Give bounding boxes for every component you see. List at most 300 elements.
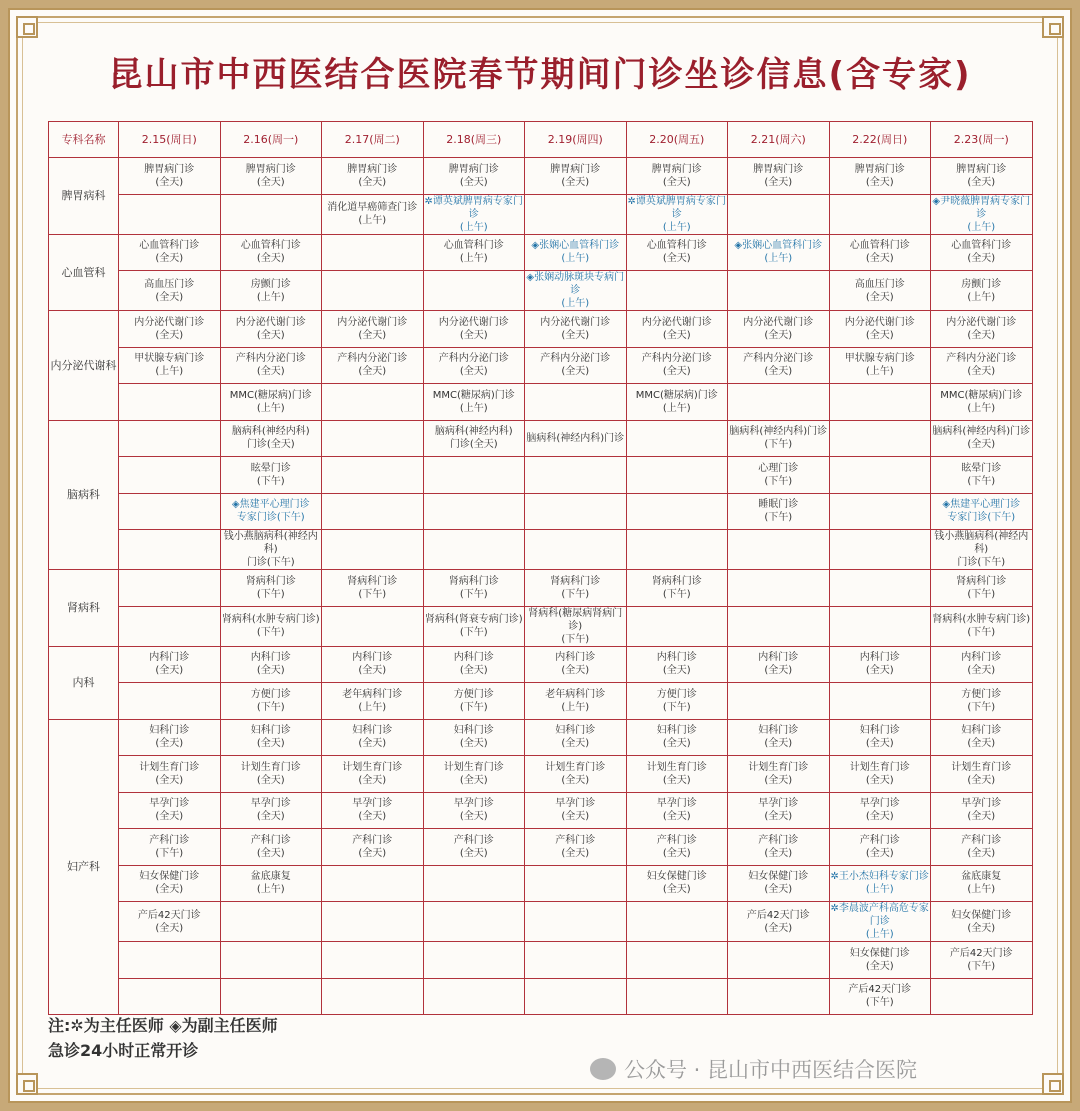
clinic-time: (下午) [256,627,285,638]
schedule-cell [322,311,424,348]
clinic-time: (下午) [764,439,793,451]
schedule-cell [829,311,931,348]
schedule-cell [119,420,221,457]
schedule-cell [220,646,322,683]
schedule-cell [220,942,322,979]
clinic-name: 方便门诊 [453,688,494,700]
schedule-cell [829,530,931,570]
schedule-cell [626,311,728,348]
schedule-cell [829,158,931,195]
schedule-cell [728,683,830,720]
schedule-cell [931,311,1033,348]
clinic-name: ◈张娴心血管科门诊 [734,240,823,252]
clinic-time: (上午) [865,884,894,896]
clinic-time: (下午) [967,960,996,972]
header-date: 2.18(周三) [423,122,525,158]
schedule-cell [119,530,221,570]
clinic-time: (上午) [358,215,387,226]
clinic-time: 专家门诊(下午) [947,512,1016,524]
clinic-name: 脾胃病门诊 [245,163,296,175]
schedule-cell [525,942,627,979]
schedule-table [48,121,1033,1015]
schedule-cell [423,570,525,607]
schedule-cell [728,347,830,384]
clinic-time: (全天) [459,811,488,823]
clinic-time: (下午) [256,588,285,600]
table-row [49,829,1033,866]
clinic-time: (全天) [256,738,285,750]
clinic-time: (下午) [865,997,894,1009]
schedule-cell [119,683,221,720]
schedule-cell [423,311,525,348]
schedule-cell [220,683,322,720]
schedule-cell [728,829,830,866]
schedule-cell [931,865,1033,902]
clinic-time: (全天) [865,329,894,341]
clinic-name: 脾胃病门诊 [144,163,195,175]
schedule-cell [626,271,728,311]
schedule-cell [220,756,322,793]
schedule-cell [119,457,221,494]
schedule-cell [931,530,1033,570]
schedule-cell [626,902,728,942]
clinic-time: (全天) [358,329,387,341]
clinic-name: 心血管科门诊 [951,240,1012,252]
clinic-name: 肾病科门诊 [347,575,398,587]
schedule-cell [220,194,322,234]
clinic-time: (全天) [764,774,793,786]
clinic-time: (下午) [155,847,184,859]
clinic-time: (全天) [967,922,996,934]
schedule-cell [931,942,1033,979]
clinic-time: (上午) [459,402,488,414]
clinic-name: 妇女保健门诊 [849,947,910,959]
clinic-name: 盆底康复 [961,871,1002,883]
clinic-time: (全天) [865,176,894,188]
clinic-time: (上午) [662,402,691,414]
schedule-cell [423,942,525,979]
schedule-cell [626,719,728,756]
clinic-time: (全天) [155,738,184,750]
schedule-cell [423,829,525,866]
clinic-name: 产科内分泌门诊 [235,353,306,365]
clinic-time: (上午) [459,221,488,233]
clinic-time: (上午) [865,929,894,940]
table-row [49,570,1033,607]
clinic-name: 妇科门诊 [149,725,190,737]
schedule-cell [626,194,728,234]
schedule-cell [525,646,627,683]
clinic-name: 妇女保健门诊 [951,909,1012,921]
schedule-cell [220,493,322,530]
schedule-cell [423,865,525,902]
schedule-cell [322,756,424,793]
schedule-cell [525,606,627,646]
clinic-name: 计划生育门诊 [849,761,910,773]
clinic-name: ◈焦建平心理门诊 [231,499,310,511]
clinic-name: 计划生育门诊 [139,761,200,773]
clinic-time: (下午) [967,701,996,713]
schedule-cell [322,865,424,902]
schedule-cell [728,570,830,607]
clinic-time: (上午) [764,253,793,265]
clinic-time: (全天) [256,774,285,786]
schedule-cell [423,606,525,646]
schedule-cell [220,902,322,942]
clinic-time: (全天) [256,176,285,188]
clinic-time: (上午) [967,291,996,303]
clinic-time: (全天) [561,774,590,786]
clinic-time: 专家门诊(下午) [236,512,305,524]
clinic-name: 产科内分泌门诊 [337,353,408,365]
clinic-time: (下午) [967,588,996,600]
clinic-name: 内科门诊 [656,652,697,664]
schedule-cell [931,570,1033,607]
clinic-time: (全天) [662,253,691,265]
clinic-name: 脑病科(神经内科)门诊 [729,426,828,438]
schedule-cell [525,756,627,793]
schedule-cell [525,457,627,494]
schedule-cell [829,570,931,607]
clinic-time: (上午) [256,884,285,896]
clinic-name: ◈张娴动脉斑块专病门诊 [526,272,625,296]
schedule-cell [220,719,322,756]
clinic-name: 产科门诊 [555,834,596,846]
schedule-cell [525,271,627,311]
schedule-cell [220,978,322,1015]
department-name: 心血管科 [49,234,119,311]
schedule-cell [525,194,627,234]
schedule-cell [728,457,830,494]
clinic-name: 产科门诊 [859,834,900,846]
table-row [49,606,1033,646]
clinic-name: 盆底康复 [250,871,291,883]
corner-ornament [16,1073,38,1095]
clinic-name: 计划生育门诊 [748,761,809,773]
clinic-time: 门诊(全天) [246,439,295,451]
clinic-name: 肾病科门诊 [651,575,702,587]
clinic-name: 脾胃病门诊 [651,163,702,175]
clinic-time: (全天) [256,847,285,859]
schedule-cell [322,457,424,494]
clinic-name: 钱小燕脑病科(神经内科) [934,531,1029,555]
clinic-name: 房颤门诊 [961,278,1002,290]
clinic-name: 内分泌代谢门诊 [134,316,205,328]
clinic-name: 计划生育门诊 [646,761,707,773]
schedule-cell [322,792,424,829]
schedule-cell [931,420,1033,457]
clinic-name: 妇女保健门诊 [646,871,707,883]
schedule-cell [626,606,728,646]
clinic-time: (上午) [256,402,285,414]
schedule-cell [119,942,221,979]
schedule-cell [119,271,221,311]
clinic-name: 妇科门诊 [656,725,697,737]
clinic-time: (全天) [967,329,996,341]
schedule-cell [525,234,627,271]
schedule-cell [931,646,1033,683]
schedule-cell [525,683,627,720]
header-date: 2.15(周日) [119,122,221,158]
schedule-cell [829,719,931,756]
schedule-cell [525,902,627,942]
clinic-time: (全天) [256,811,285,823]
schedule-cell [829,493,931,530]
schedule-cell [931,756,1033,793]
table-row [49,194,1033,234]
clinic-name: 肾病科门诊 [448,575,499,587]
schedule-cell [220,457,322,494]
schedule-cell [525,158,627,195]
clinic-time: (下午) [459,588,488,600]
clinic-name: MMC(糖尿病)门诊 [229,389,312,401]
clinic-name: 肾病科(肾衰专病门诊) [424,614,523,625]
schedule-cell [931,606,1033,646]
clinic-time: (全天) [865,291,894,303]
clinic-name: 早孕门诊 [961,798,1002,810]
schedule-cell [626,942,728,979]
schedule-cell [626,420,728,457]
clinic-name: 早孕门诊 [250,798,291,810]
schedule-cell [423,719,525,756]
corner-ornament [1042,16,1064,38]
department-name: 脾胃病科 [49,158,119,235]
schedule-cell [220,865,322,902]
schedule-cell [525,792,627,829]
clinic-name: 肾病科门诊 [550,575,601,587]
schedule-cell [829,865,931,902]
clinic-name: 心血管科门诊 [443,240,504,252]
corner-ornament [1042,1073,1064,1095]
schedule-cell [728,311,830,348]
clinic-name: ◈焦建平心理门诊 [942,499,1021,511]
clinic-name: 妇女保健门诊 [748,871,809,883]
table-row [49,158,1033,195]
clinic-time: (下午) [561,633,590,645]
schedule-cell [626,792,728,829]
clinic-name: 脑病科(神经内科)门诊 [526,432,625,444]
clinic-time: (全天) [155,253,184,265]
clinic-name: 产科门诊 [250,834,291,846]
schedule-cell [525,570,627,607]
schedule-cell [322,719,424,756]
clinic-time: (全天) [662,665,691,677]
clinic-time: (全天) [662,774,691,786]
clinic-time: (全天) [358,176,387,188]
clinic-name: 消化道早癌筛查门诊 [327,202,418,213]
clinic-name: 甲状腺专病门诊 [134,353,205,365]
clinic-time: (下午) [256,701,285,713]
schedule-cell [423,384,525,421]
clinic-time: (全天) [865,738,894,750]
schedule-cell [626,646,728,683]
clinic-name: 产科门诊 [758,834,799,846]
clinic-name: 内分泌代谢门诊 [540,316,611,328]
table-row [49,420,1033,457]
schedule-cell [626,384,728,421]
clinic-time: (全天) [764,738,793,750]
clinic-name: MMC(糖尿病)门诊 [635,389,718,401]
clinic-time: (全天) [459,366,488,378]
clinic-time: (上午) [561,298,590,309]
schedule-cell [119,570,221,607]
schedule-cell [829,271,931,311]
schedule-cell [220,347,322,384]
clinic-time: (全天) [256,329,285,341]
clinic-time: (下午) [967,475,996,487]
schedule-cell [931,158,1033,195]
clinic-time: (全天) [865,253,894,265]
schedule-cell [931,271,1033,311]
clinic-name: 妇科门诊 [453,725,494,737]
clinic-time: (全天) [459,176,488,188]
clinic-time: (全天) [358,847,387,859]
table-row [49,792,1033,829]
clinic-name: 眩晕门诊 [250,462,291,474]
clinic-time: (全天) [662,847,691,859]
table-row [49,311,1033,348]
schedule-cell [322,347,424,384]
clinic-time: (全天) [561,366,590,378]
clinic-name: 内科门诊 [758,652,799,664]
clinic-name: 甲状腺专病门诊 [844,353,915,365]
clinic-time: 门诊(全天) [449,439,498,451]
schedule-cell [220,530,322,570]
clinic-name: 老年病科门诊 [342,688,403,700]
schedule-cell [525,347,627,384]
schedule-cell [829,792,931,829]
schedule-cell [728,646,830,683]
schedule-cell [423,493,525,530]
clinic-name: 妇科门诊 [250,725,291,737]
clinic-time: (全天) [764,176,793,188]
clinic-name: 产科门诊 [961,834,1002,846]
schedule-cell [525,978,627,1015]
clinic-name: 方便门诊 [656,688,697,700]
schedule-cell [525,384,627,421]
schedule-cell [626,683,728,720]
header-row [49,122,1033,158]
schedule-cell [829,606,931,646]
schedule-cell [728,420,830,457]
clinic-time: (全天) [967,774,996,786]
clinic-name: 脾胃病门诊 [956,163,1007,175]
clinic-time: (上午) [358,701,387,713]
table-row [49,493,1033,530]
schedule-cell [931,234,1033,271]
clinic-name: 早孕门诊 [453,798,494,810]
clinic-name: 钱小燕脑病科(神经内科) [223,531,318,555]
schedule-cell [728,606,830,646]
clinic-time: (全天) [865,960,894,972]
clinic-name: 早孕门诊 [656,798,697,810]
clinic-time: (全天) [967,811,996,823]
table-row [49,683,1033,720]
department-name: 内科 [49,646,119,719]
clinic-time: (全天) [662,329,691,341]
clinic-time: (上午) [561,253,590,265]
header-date: 2.19(周四) [525,122,627,158]
schedule-cell [829,829,931,866]
schedule-cell [423,158,525,195]
clinic-name: 内分泌代谢门诊 [743,316,814,328]
clinic-time: (全天) [764,329,793,341]
schedule-cell [626,457,728,494]
schedule-cell [931,683,1033,720]
clinic-time: (全天) [967,253,996,265]
schedule-cell [626,865,728,902]
header-date: 2.17(周二) [322,122,424,158]
clinic-time: (全天) [865,811,894,823]
table-row [49,902,1033,942]
clinic-time: (全天) [256,665,285,677]
clinic-time: (全天) [764,811,793,823]
schedule-cell [525,865,627,902]
clinic-name: 肾病科(糖尿病肾病门诊) [528,607,623,632]
clinic-name: 肾病科门诊 [245,575,296,587]
schedule-cell [119,756,221,793]
clinic-name: 产后42天门诊 [949,947,1013,959]
schedule-cell [220,271,322,311]
schedule-cell [220,384,322,421]
schedule-cell [423,646,525,683]
schedule-cell [931,493,1033,530]
clinic-name: 妇科门诊 [859,725,900,737]
clinic-name: 脑病科(神经内科) [231,426,310,438]
clinic-name: 产科内分泌门诊 [438,353,509,365]
clinic-time: (全天) [459,665,488,677]
schedule-cell [931,978,1033,1015]
clinic-name: 内科门诊 [859,652,900,664]
schedule-cell [119,646,221,683]
clinic-name: 产后42天门诊 [137,909,201,921]
clinic-name: 计划生育门诊 [342,761,403,773]
schedule-cell [829,384,931,421]
clinic-name: 计划生育门诊 [443,761,504,773]
clinic-name: 老年病科门诊 [545,688,606,700]
schedule-cell [322,606,424,646]
clinic-time: (下午) [459,627,488,638]
schedule-cell [829,756,931,793]
clinic-name: 脾胃病门诊 [448,163,499,175]
clinic-time: (全天) [967,738,996,750]
schedule-cell [423,347,525,384]
schedule-cell [423,420,525,457]
clinic-name: 妇科门诊 [758,725,799,737]
clinic-time: (全天) [865,665,894,677]
clinic-name: 内科门诊 [149,652,190,664]
wechat-icon [590,1058,616,1080]
schedule-cell [322,493,424,530]
schedule-cell [626,570,728,607]
clinic-time: (全天) [155,291,184,303]
clinic-name: 产科内分泌门诊 [946,353,1017,365]
schedule-cell [829,457,931,494]
clinic-name: 内科门诊 [352,652,393,664]
clinic-name: 内分泌代谢门诊 [235,316,306,328]
schedule-cell [423,683,525,720]
clinic-time: (下午) [256,475,285,487]
schedule-cell [829,194,931,234]
clinic-name: ✲谭英斌脾胃病专家门诊 [424,195,523,220]
clinic-time: (全天) [358,811,387,823]
schedule-cell [119,194,221,234]
clinic-time: (全天) [764,847,793,859]
clinic-name: 妇女保健门诊 [139,871,200,883]
schedule-cell [322,194,424,234]
schedule-cell [829,942,931,979]
clinic-name: 内科门诊 [961,652,1002,664]
